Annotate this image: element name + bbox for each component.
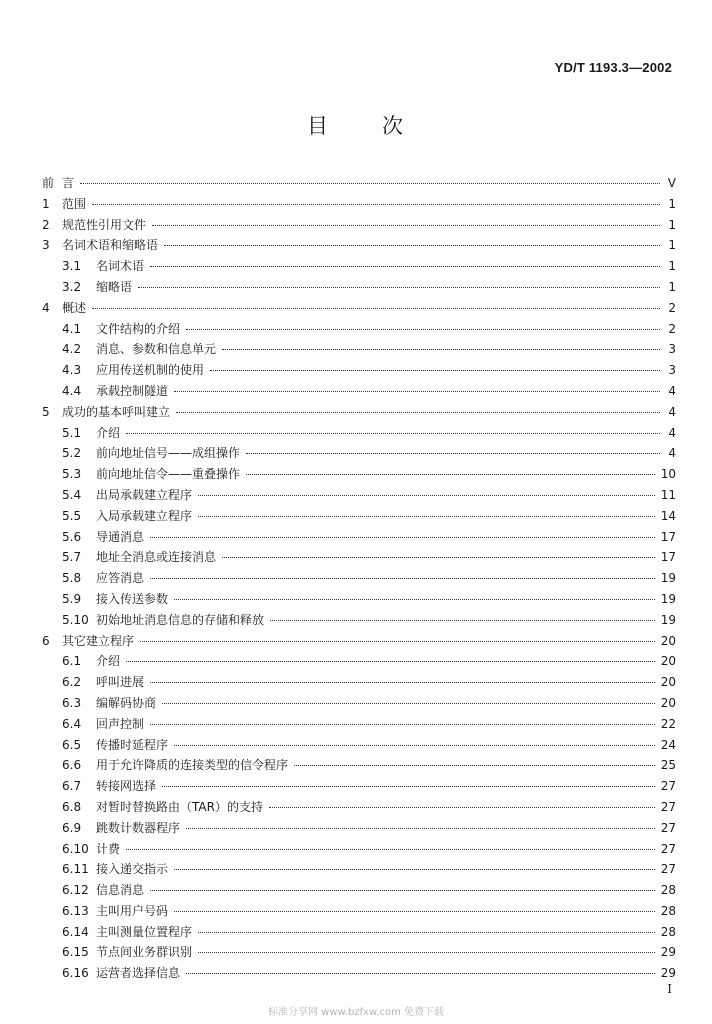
toc-entry-number: 5.4 xyxy=(62,487,82,502)
toc-entry-number: 5.1 xyxy=(62,425,82,440)
toc-entry-page: 4 xyxy=(668,383,676,398)
watermark: 标准分享网 www.bzfxw.com 免费下载 xyxy=(268,1007,444,1018)
toc-entry[interactable] xyxy=(42,174,676,195)
toc-dot-leader xyxy=(246,453,660,454)
toc-entry-title: 缩略语 xyxy=(96,279,133,294)
toc-entry-page: 11 xyxy=(660,487,676,502)
toc-entry[interactable] xyxy=(42,465,676,486)
toc-entry-page: 20 xyxy=(660,695,676,710)
toc-dot-leader xyxy=(186,828,655,829)
toc-entry-number: 5.6 xyxy=(62,529,82,544)
toc-entry-title: 名词术语和缩略语 xyxy=(62,238,159,253)
toc-dot-leader xyxy=(186,973,655,974)
toc-dot-leader xyxy=(126,661,655,662)
toc-entry-number: 4.4 xyxy=(62,383,82,398)
toc-entry-page: 3 xyxy=(668,363,676,378)
toc-entry-number: 4.3 xyxy=(62,363,82,378)
toc-dot-leader xyxy=(162,703,655,704)
toc-entry-number: 6.5 xyxy=(62,737,82,752)
toc-dot-leader xyxy=(174,599,655,600)
toc-entry-title: 介绍 xyxy=(96,654,121,669)
toc-entry-number: 5.3 xyxy=(62,467,82,482)
toc-entry-number: 5.9 xyxy=(62,591,82,606)
document-code: YD/T 1193.3—2002 xyxy=(554,60,672,75)
toc-entry[interactable] xyxy=(42,632,676,653)
toc-entry[interactable] xyxy=(42,236,676,257)
toc-entry-title: 对暂时替换路由（TAR）的支持 xyxy=(96,799,263,814)
toc-entry-page: 27 xyxy=(660,841,676,856)
toc-entry[interactable] xyxy=(42,382,676,403)
toc-dot-leader xyxy=(186,329,660,330)
toc-entry-title: 转接网选择 xyxy=(96,779,157,794)
toc-entry-title: 编解码协商 xyxy=(96,695,157,710)
toc-entry-title: 入局承载建立程序 xyxy=(96,508,193,523)
toc-dot-leader xyxy=(152,225,660,226)
toc-dot-leader xyxy=(222,557,655,558)
toc-entry-title: 节点间业务群识别 xyxy=(96,945,193,960)
toc-dot-leader xyxy=(150,724,655,725)
toc-dot-leader xyxy=(174,745,655,746)
toc-entry-page: 27 xyxy=(660,779,676,794)
toc-entry[interactable] xyxy=(42,860,676,881)
toc-entry[interactable] xyxy=(42,840,676,861)
toc-entry-title: 其它建立程序 xyxy=(62,633,135,648)
toc-entry[interactable] xyxy=(42,340,676,361)
toc-entry[interactable] xyxy=(42,673,676,694)
toc-entry-number: 4.2 xyxy=(62,342,82,357)
toc-entry[interactable] xyxy=(42,819,676,840)
toc-entry[interactable] xyxy=(42,216,676,237)
toc-entry-page: 17 xyxy=(660,529,676,544)
toc-entry-number: 6.3 xyxy=(62,695,82,710)
toc-title xyxy=(0,110,712,140)
toc-entry-page: 1 xyxy=(668,217,676,232)
toc-entry-page: 14 xyxy=(660,508,676,523)
toc-entry-title: 规范性引用文件 xyxy=(62,217,147,232)
toc-entry-number: 5.10 xyxy=(62,612,89,627)
toc-entry-number: 6.10 xyxy=(62,841,89,856)
toc-entry-title: 成功的基本呼叫建立 xyxy=(62,404,171,419)
toc-entry-number: 6 xyxy=(42,633,50,648)
toc-entry-title: 消息、参数和信息单元 xyxy=(96,342,217,357)
toc-entry-page: 1 xyxy=(668,196,676,211)
toc-dot-leader xyxy=(222,349,660,350)
toc-entry-title: 前向地址信令——重叠操作 xyxy=(96,467,241,482)
toc-entry-number: 6.6 xyxy=(62,758,82,773)
toc-dot-leader xyxy=(210,370,660,371)
toc-entry-page: 4 xyxy=(668,425,676,440)
toc-dot-leader xyxy=(246,474,655,475)
toc-entry[interactable] xyxy=(42,943,676,964)
toc-entry-page: 1 xyxy=(668,259,676,274)
toc-entry-title: 地址全消息或连接消息 xyxy=(96,550,217,565)
toc-entry[interactable] xyxy=(42,590,676,611)
toc-dot-leader xyxy=(150,578,655,579)
toc-entry-page: 20 xyxy=(660,633,676,648)
toc-entry-page: 25 xyxy=(660,758,676,773)
toc-entry-number: 2 xyxy=(42,217,50,232)
toc-entry-title: 应用传送机制的使用 xyxy=(96,363,205,378)
toc-dot-leader xyxy=(126,433,660,434)
toc-entry-number: 6.11 xyxy=(62,862,89,877)
toc-dot-leader xyxy=(174,869,655,870)
toc-entry-title: 文件结构的介绍 xyxy=(96,321,181,336)
toc-entry[interactable] xyxy=(42,444,676,465)
toc-entry-page: 10 xyxy=(660,467,676,482)
toc-entry-number: 5.2 xyxy=(62,446,82,461)
toc-entry-title: 初始地址消息信息的存储和释放 xyxy=(96,612,265,627)
toc-entry[interactable] xyxy=(42,798,676,819)
toc-entry-number: 1 xyxy=(42,196,50,211)
toc-entry-title: 前向地址信号——成组操作 xyxy=(96,446,241,461)
toc-entry-page: 19 xyxy=(660,612,676,627)
toc-entry-page: 28 xyxy=(660,903,676,918)
toc-dot-leader xyxy=(150,890,655,891)
toc-dot-leader xyxy=(150,266,660,267)
toc-entry-title: 传播时延程序 xyxy=(96,737,169,752)
toc-dot-leader xyxy=(164,245,660,246)
toc-entry[interactable] xyxy=(42,736,676,757)
toc-entry-title: 主叫测量位置程序 xyxy=(96,924,193,939)
toc-entry-page: 29 xyxy=(660,966,676,981)
toc-entry-title: 计费 xyxy=(96,841,121,856)
toc-entry-title: 名词术语 xyxy=(96,259,145,274)
toc-entry-title: 跳数计数器程序 xyxy=(96,820,181,835)
toc-entry-title: 运营者选择信息 xyxy=(96,966,181,981)
toc-dot-leader xyxy=(176,412,660,413)
toc-dot-leader xyxy=(140,641,655,642)
toc-dot-leader xyxy=(92,308,660,309)
toc-entry[interactable] xyxy=(42,964,676,985)
toc-entry-number: 3.1 xyxy=(62,259,82,274)
toc-dot-leader xyxy=(92,204,660,205)
toc-entry-number: 4 xyxy=(42,300,50,315)
page-number: I xyxy=(667,982,672,996)
toc-entry-number: 前 xyxy=(42,176,55,190)
toc-entry-page: 2 xyxy=(668,321,676,336)
toc-entry-page: 1 xyxy=(668,238,676,253)
toc-dot-leader xyxy=(198,495,655,496)
toc-entry-title: 回声控制 xyxy=(96,716,145,731)
toc-dot-leader xyxy=(270,620,655,621)
toc-entry[interactable] xyxy=(42,486,676,507)
toc-dot-leader xyxy=(174,391,660,392)
toc-entry-title: 承载控制隧道 xyxy=(96,383,169,398)
toc-entry-number: 5 xyxy=(42,404,50,419)
toc-entry[interactable] xyxy=(42,361,676,382)
toc-entry-number: 5.5 xyxy=(62,508,82,523)
toc-dot-leader xyxy=(198,516,655,517)
toc-title-char-2: 次 xyxy=(382,114,405,138)
toc-entry-number: 5.8 xyxy=(62,571,82,586)
toc-entry-title: 接入传送参数 xyxy=(96,591,169,606)
toc-entry[interactable] xyxy=(42,424,676,445)
toc-list xyxy=(42,174,676,985)
toc-entry[interactable] xyxy=(42,195,676,216)
toc-entry[interactable] xyxy=(42,652,676,673)
toc-entry[interactable] xyxy=(42,694,676,715)
toc-entry-page: 4 xyxy=(668,404,676,419)
toc-entry[interactable] xyxy=(42,881,676,902)
toc-entry-title: 导通消息 xyxy=(96,529,145,544)
toc-entry-page: 27 xyxy=(660,799,676,814)
toc-entry-page: 28 xyxy=(660,883,676,898)
toc-entry[interactable] xyxy=(42,403,676,424)
toc-dot-leader xyxy=(198,952,655,953)
toc-dot-leader xyxy=(126,849,655,850)
toc-entry-title: 呼叫进展 xyxy=(96,675,145,690)
toc-dot-leader xyxy=(80,183,660,184)
toc-entry-number: 6.9 xyxy=(62,820,82,835)
toc-entry-title: 介绍 xyxy=(96,425,121,440)
toc-entry[interactable] xyxy=(42,507,676,528)
toc-entry[interactable] xyxy=(42,299,676,320)
toc-dot-leader xyxy=(150,682,655,683)
toc-entry[interactable] xyxy=(42,611,676,632)
toc-dot-leader xyxy=(294,765,655,766)
toc-entry-page: Ⅴ xyxy=(667,176,676,190)
toc-entry-title: 出局承载建立程序 xyxy=(96,487,193,502)
toc-entry-number: 6.13 xyxy=(62,903,89,918)
toc-entry-number: 6.16 xyxy=(62,966,89,981)
toc-entry-page: 24 xyxy=(660,737,676,752)
toc-entry-title: 用于允许降质的连接类型的信令程序 xyxy=(96,758,289,773)
toc-entry-number: 6.1 xyxy=(62,654,82,669)
toc-entry-page: 27 xyxy=(660,820,676,835)
toc-entry-number: 3.2 xyxy=(62,279,82,294)
toc-entry-title: 言 xyxy=(62,176,75,190)
toc-entry[interactable] xyxy=(42,569,676,590)
toc-entry-number: 5.7 xyxy=(62,550,82,565)
toc-entry-number: 4.1 xyxy=(62,321,82,336)
toc-dot-leader xyxy=(162,786,655,787)
toc-entry[interactable] xyxy=(42,923,676,944)
toc-entry-page: 27 xyxy=(660,862,676,877)
toc-entry-number: 6.2 xyxy=(62,675,82,690)
toc-entry-number: 3 xyxy=(42,238,50,253)
toc-entry-page: 28 xyxy=(660,924,676,939)
toc-entry[interactable] xyxy=(42,320,676,341)
toc-entry[interactable] xyxy=(42,756,676,777)
toc-entry-number: 6.4 xyxy=(62,716,82,731)
toc-entry-title: 概述 xyxy=(62,300,87,315)
toc-entry[interactable] xyxy=(42,715,676,736)
toc-entry-page: 2 xyxy=(668,300,676,315)
toc-dot-leader xyxy=(150,537,655,538)
toc-entry-page: 17 xyxy=(660,550,676,565)
toc-entry-title: 接入递交指示 xyxy=(96,862,169,877)
toc-entry[interactable] xyxy=(42,548,676,569)
toc-entry-page: 19 xyxy=(660,571,676,586)
toc-entry-page: 20 xyxy=(660,654,676,669)
toc-dot-leader xyxy=(174,911,655,912)
toc-entry[interactable] xyxy=(42,777,676,798)
toc-entry-title: 主叫用户号码 xyxy=(96,903,169,918)
toc-entry-number: 6.7 xyxy=(62,779,82,794)
toc-entry-title: 信息消息 xyxy=(96,883,145,898)
toc-title-char-1: 目 xyxy=(307,114,330,138)
toc-entry-title: 范围 xyxy=(62,196,87,211)
toc-entry[interactable] xyxy=(42,528,676,549)
toc-dot-leader xyxy=(138,287,660,288)
toc-entry-page: 1 xyxy=(668,279,676,294)
toc-entry-page: 4 xyxy=(668,446,676,461)
toc-entry-page: 3 xyxy=(668,342,676,357)
toc-entry[interactable] xyxy=(42,278,676,299)
toc-entry-title: 应答消息 xyxy=(96,571,145,586)
toc-entry[interactable] xyxy=(42,257,676,278)
toc-dot-leader xyxy=(198,932,655,933)
toc-entry[interactable] xyxy=(42,902,676,923)
toc-entry-number: 6.12 xyxy=(62,883,89,898)
toc-entry-page: 20 xyxy=(660,675,676,690)
toc-dot-leader xyxy=(269,807,655,808)
toc-entry-page: 19 xyxy=(660,591,676,606)
toc-entry-number: 6.8 xyxy=(62,799,82,814)
toc-entry-number: 6.14 xyxy=(62,924,89,939)
toc-entry-number: 6.15 xyxy=(62,945,89,960)
toc-entry-page: 22 xyxy=(660,716,676,731)
toc-entry-page: 29 xyxy=(660,945,676,960)
